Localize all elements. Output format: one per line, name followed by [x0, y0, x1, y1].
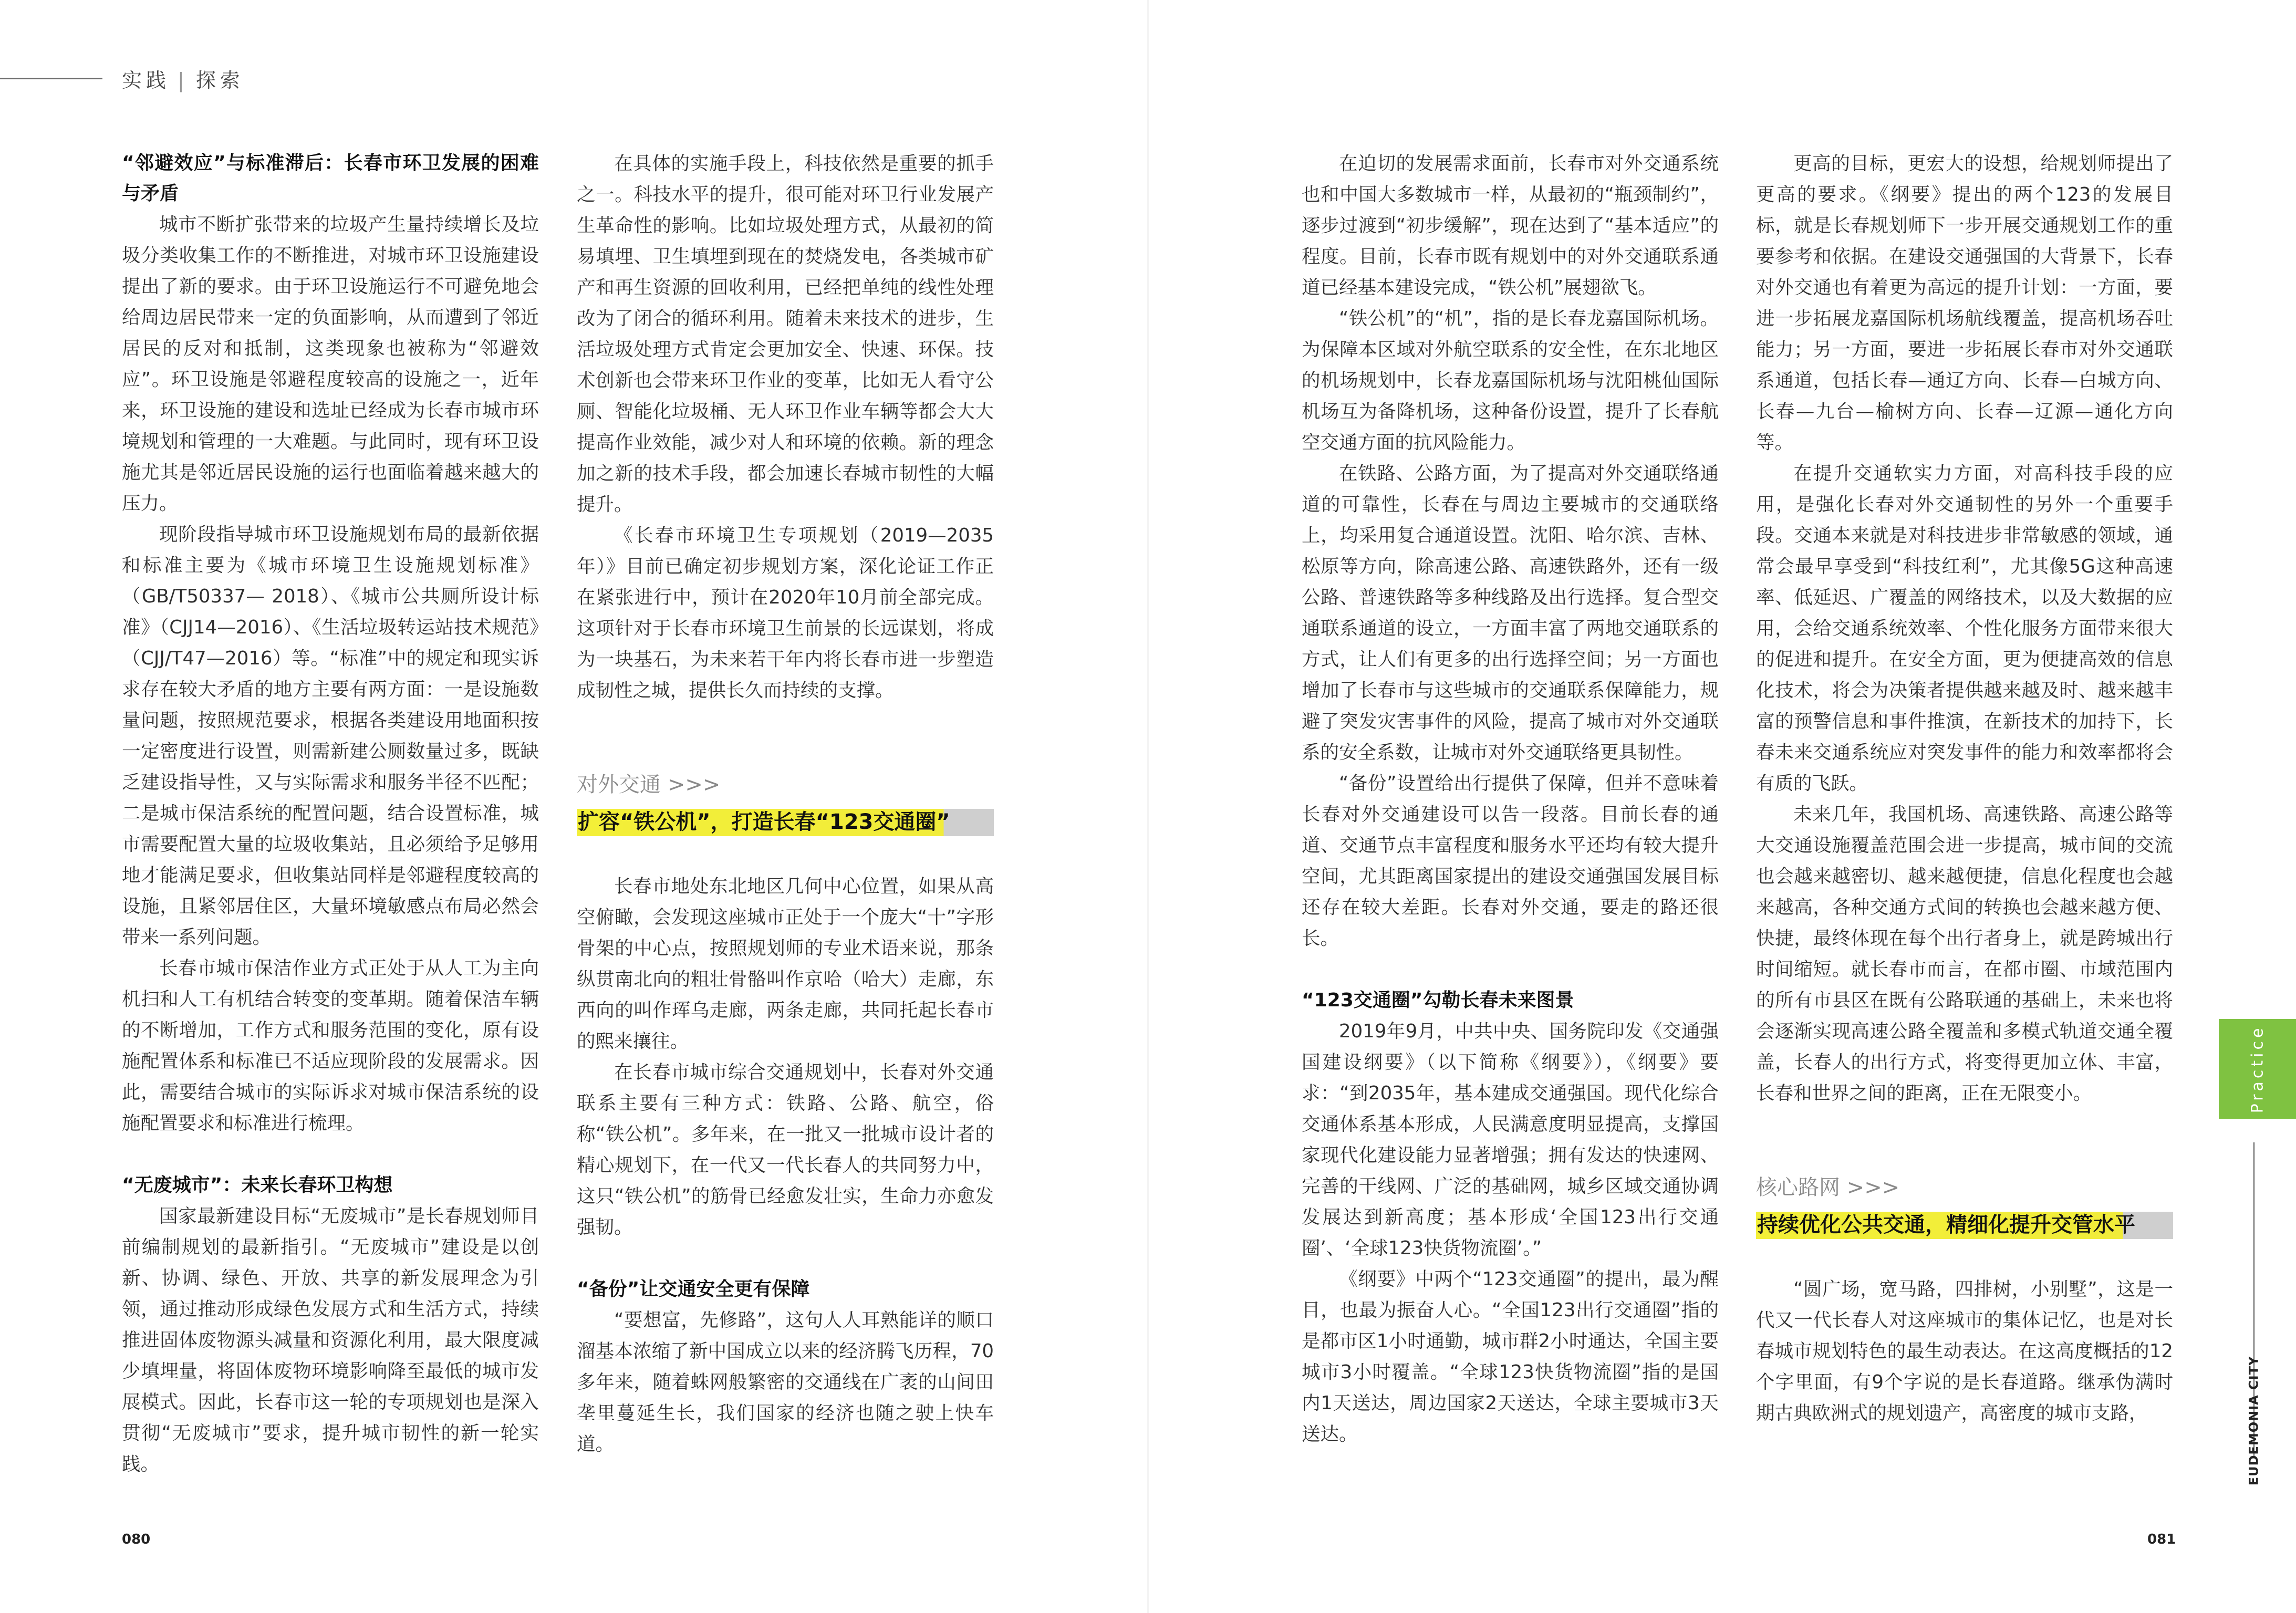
magazine-brand — [2235, 1356, 2272, 1486]
right-page-column-1 — [1302, 148, 1719, 1450]
spacer — [577, 839, 994, 871]
spacer — [122, 1139, 539, 1170]
section-heading-core-roads — [1756, 1208, 2173, 1242]
magazine-brand-text: EUDEMONIA CITY — [2246, 1356, 2261, 1486]
left-page-column-2 — [577, 148, 994, 1460]
paragraph: 在提升交通软实力方面，对高科技手段的应用，是强化长春对外交通韧性的另外一个重要手段。交通本来就是对科技进步非常敏感的领域，通常会最早享受到“科技红利”，尤其像5G这种高速率、低延迟、广覆盖的网络技术，以及大数据的应用，会给交通系统效率、个性化服务方面带来很大的促进和提升。在安全方面，更为便捷高效的信息化技术，将会为决策者提供越来越及时、越来越丰富的预警信息和事件推演，在新技术的加持下，长春未来交通系统应对突发事件的能力和效率都将会有质的飞跃。 — [1756, 463, 2173, 794]
spacer — [577, 1243, 994, 1274]
section-tab — [2219, 1019, 2296, 1119]
spacer — [1756, 1242, 2173, 1274]
paragraph: 长春市城市保洁作业方式正处于从人工为主向机扫和人工有机结合转变的变革期。随着保洁车辆的不断增加，工作方式和服务范围的变化，原有设施配置体系和标准已不适应现阶段的发展需求。因此，需要结合城市的实际诉求对城市保洁系统的设施配置要求和标准进行梳理。 — [122, 958, 539, 1134]
right-page-column-2 — [1756, 148, 2173, 1429]
header-rule — [0, 78, 102, 79]
subheading: “邻避效应”与标准滞后：长春市环卫发展的困难与矛盾 — [122, 152, 539, 204]
subheading: “备份”让交通安全更有保障 — [577, 1278, 810, 1300]
running-header — [122, 64, 244, 93]
paragraph: 《纲要》中两个“123交通圈”的提出，最为醒目，也最为振奋人心。“全国123出行交通圈”指的是都市区1小时通勤，城市群2小时通达，全国主要城市3小时覆盖。“全球123快货物流圈”指的是国内1天送达，周边国家2天送达，全球主要城市3天送达。 — [1302, 1268, 1719, 1445]
section-heading-external-traffic — [577, 805, 994, 839]
section-heading-text: 扩容“铁公机”，打造长春“123交通圈” — [578, 810, 950, 834]
paragraph: 未来几年，我国机场、高速铁路、高速公路等大交通设施覆盖范围会进一步提高，城市间的交流也会越来越密切、越来越便捷，信息化程度也会越来越高，各种交通方式间的转换也会越来越方便、快捷，最终体现在每个出行者身上，就是跨城出行时间缩短。就长春市而言，在都市圈、市域范围内的所有市县区在既有公路联通的基础上，未来也将会逐渐实现高速公路全覆盖和多模式轨道交通全覆盖，长春人的出行方式，将变得更加立体、丰富，长春和世界之间的距离，正在无限变小。 — [1756, 804, 2173, 1104]
paragraph: 2019年9月，中共中央、国务院印发《交通强国建设纲要》（以下简称《纲要》），《纲要》要求：“到2035年，基本建成交通强国。现代化综合交通体系基本形成，人民满意度明显提高，支撑国家现代化建设能力显著增强；拥有发达的快速网、完善的干线网、广泛的基础网，城乡区域交通协调发展达到新高度；基本形成‘全国123出行交通圈’、‘全球123快货物流圈’。” — [1302, 1021, 1719, 1259]
left-page-column-1 — [122, 148, 539, 1480]
spacer — [1302, 954, 1719, 985]
section-kicker-external-traffic: 对外交通 >>> — [577, 773, 721, 797]
section-heading-text: 持续优化公共交通，精细化提升交管水平 — [1757, 1213, 2135, 1237]
paragraph: 在具体的实施手段上，科技依然是重要的抓手之一。科技水平的提升，很可能对环卫行业发展产生革命性的影响。比如垃圾处理方式，从最初的简易填埋、卫生填埋到现在的焚烧发电，各类城市矿产和再生资源的回收利用，已经把单纯的线性处理改为了闭合的循环利用。随着未来技术的进步，生活垃圾处理方式肯定会更加安全、快速、环保。技术创新也会带来环卫作业的变革，比如无人看守公厕、智能化垃圾桶、无人环卫作业车辆等都会大大提高作业效能，减少对人和环境的依赖。新的理念加之新的技术手段，都会加速长春城市韧性的大幅提升。 — [577, 153, 994, 515]
subheading: “123交通圈”勾勒长春未来图景 — [1302, 990, 1574, 1011]
paragraph: 在铁路、公路方面，为了提高对外交通联络通道的可靠性，长春在与周边主要城市的交通联络上，均采用复合通道设置。沈阳、哈尔滨、吉林、松原等方向，除高速公路、高速铁路外，还有一级公路、普速铁路等多种线路及出行选择。复合型交通联系通道的设立，一方面丰富了两地交通联系的方式，让人们有更多的出行选择空间；另一方面也增加了长春市与这些城市的交通联系保障能力，规避了突发灾害事件的风险，提高了城市对外交通联系的安全系数，让城市对外交通联络更具韧性。 — [1302, 463, 1719, 763]
paragraph: 《长春市环境卫生专项规划（2019—2035年）》目前已确定初步规划方案，深化论证工作正在紧张进行中，预计在2020年10月前全部完成。这项针对于长春市环境卫生前景的长远谋划，将成为一块基石，为未来若干年内将长春市进一步塑造成韧性之城，提供长久而持续的支撑。 — [577, 525, 994, 701]
paragraph: 在迫切的发展需求面前，长春市对外交通系统也和中国大多数城市一样，从最初的“瓶颈制约”，逐步过渡到“初步缓解”，现在达到了“基本适应”的程度。目前，长春市既有规划中的对外交通联系通道已经基本建设完成，“铁公机”展翅欲飞。 — [1302, 153, 1719, 298]
left-col2-top — [577, 148, 994, 706]
paragraph: 更高的目标，更宏大的设想，给规划师提出了更高的要求。《纲要》提出的两个123的发展目标，就是长春规划师下一步开展交通规划工作的重要参考和依据。在建设交通强国的大背景下，长春对外交通也有着更为高远的提升计划：一方面，要进一步拓展龙嘉国际机场航线覆盖，提高机场吞吐能力；另一方面，要进一步拓展长春市对外交通联系通道，包括长春—通辽方向、长春—白城方向、长春—九台—榆树方向、长春—辽源—通化方向等。 — [1756, 153, 2173, 453]
page-gutter — [1147, 0, 1149, 1613]
page-number-left: 080 — [122, 1532, 151, 1547]
paragraph: “要想富，先修路”，这句人人耳熟能详的顺口溜基本浓缩了新中国成立以来的经济腾飞历程，70多年来，随着蛛网般繁密的交通线在广袤的山间田垄里蔓延生长，我们国家的经济也随之驶上快车道。 — [577, 1309, 994, 1455]
paragraph: 城市不断扩张带来的垃圾产生量持续增长及垃圾分类收集工作的不断推进，对城市环卫设施建设提出了新的要求。由于环卫设施运行不可避免地会给周边居民带来一定的负面影响，从而遭到了邻近居民的反对和抵制，这类现象也被称为“邻避效应”。环卫设施是邻避程度较高的设施之一，近年来，环卫设施的建设和选址已经成为长春市城市环境规划和管理的一大难题。与此同时，现有环卫设施尤其是邻近居民设施的运行也面临着越来越大的压力。 — [122, 214, 539, 514]
paragraph: “圆广场，宽马路，四排树，小别墅”，这是一代又一代长春人对这座城市的集体记忆，也是对长春城市规划特色的最生动表达。在这高度概括的12个字里面，有9个字说的是长春道路。继承伪满时期古典欧洲式的规划遗产，高密度的城市支路， — [1756, 1278, 2173, 1424]
header-right: 探索 — [195, 69, 244, 92]
paragraph: 现阶段指导城市环卫设施规划布局的最新依据和标准主要为《城市环境卫生设施规划标准》（GB/T50337— 2018）、《城市公共厕所设计标准》（CJJ14—2016）、《生活垃圾转运站技术规范》（CJJ/T47—2016）等。“标准”中的规定和现实诉求存在较大矛盾的地方主要有两方面：一是设施数量问题，按照规范要求，根据各类建设用地面积按一定密度进行设置，则需新建公厕数量过多，既缺乏建设指导性，又与实际需求和服务半径不匹配；二是城市保洁系统的配置问题，结合设置标准，城市需要配置大量的垃圾收集站，且必须给予足够用地才能满足要求，但收集站同样是邻避程度较高的设施，且紧邻居住区，大量环境敏感点布局必然会带来一系列问题。 — [122, 524, 539, 948]
paragraph: 国家最新建设目标“无废城市”是长春规划师目前编制规划的最新指引。“无废城市”建设是以创新、协调、绿色、开放、共享的新发展理念为引领，通过推动形成绿色发展方式和生活方式，持续推进固体废物源头减量和资源化利用，最大限度减少填埋量，将固体废物环境影响降至最低的城市发展模式。因此，长春市这一轮的专项规划也是深入贯彻“无废城市”要求，提升城市韧性的新一轮实践。 — [122, 1205, 539, 1475]
header-left: 实践 — [122, 69, 171, 92]
section-tab-label: Practice — [2248, 1025, 2267, 1113]
paragraph: 在长春市城市综合交通规划中，长春对外交通联系主要有三种方式：铁路、公路、航空，俗称“铁公机”。多年来，在一批又一批城市设计者的精心规划下，在一代又一代长春人的共同努力中，这只“铁公机”的筋骨已经愈发壮实，生命力亦愈发强韧。 — [577, 1062, 994, 1238]
section-kicker-core-roads: 核心路网 >>> — [1756, 1175, 1900, 1200]
right-col2-top — [1756, 148, 2173, 1109]
right-col2-bottom — [1756, 1274, 2173, 1429]
subheading: “无废城市”：未来长春环卫构想 — [122, 1174, 393, 1196]
header-separator: | — [178, 69, 189, 92]
left-col2-bottom — [577, 871, 994, 1460]
paragraph: “铁公机”的“机”，指的是长春龙嘉国际机场。为保障本区域对外航空联系的安全性，在东北地区的机场规划中，长春龙嘉国际机场与沈阳桃仙国际机场互为备降机场，这种备份设置，提升了长春航空交通方面的抗风险能力。 — [1302, 308, 1719, 453]
page-number-right: 081 — [2147, 1532, 2176, 1547]
paragraph: “备份”设置给出行提供了保障，但并不意味着长春对外交通建设可以告一段落。目前长春的通道、交通节点丰富程度和服务水平还均有较大提升空间，尤其距离国家提出的建设交通强国发展目标还存在较大差距。长春对外交通，要走的路还很长。 — [1302, 773, 1719, 949]
paragraph: 长春市地处东北地区几何中心位置，如果从高空俯瞰，会发现这座城市正处于一个庞大“十”字形骨架的中心点，按照规划师的专业术语来说，那条纵贯南北向的粗壮骨骼叫作京哈（哈大）走廊，东西向的叫作珲乌走廊，两条走廊，共同托起长春市的熙来攘往。 — [577, 876, 994, 1052]
